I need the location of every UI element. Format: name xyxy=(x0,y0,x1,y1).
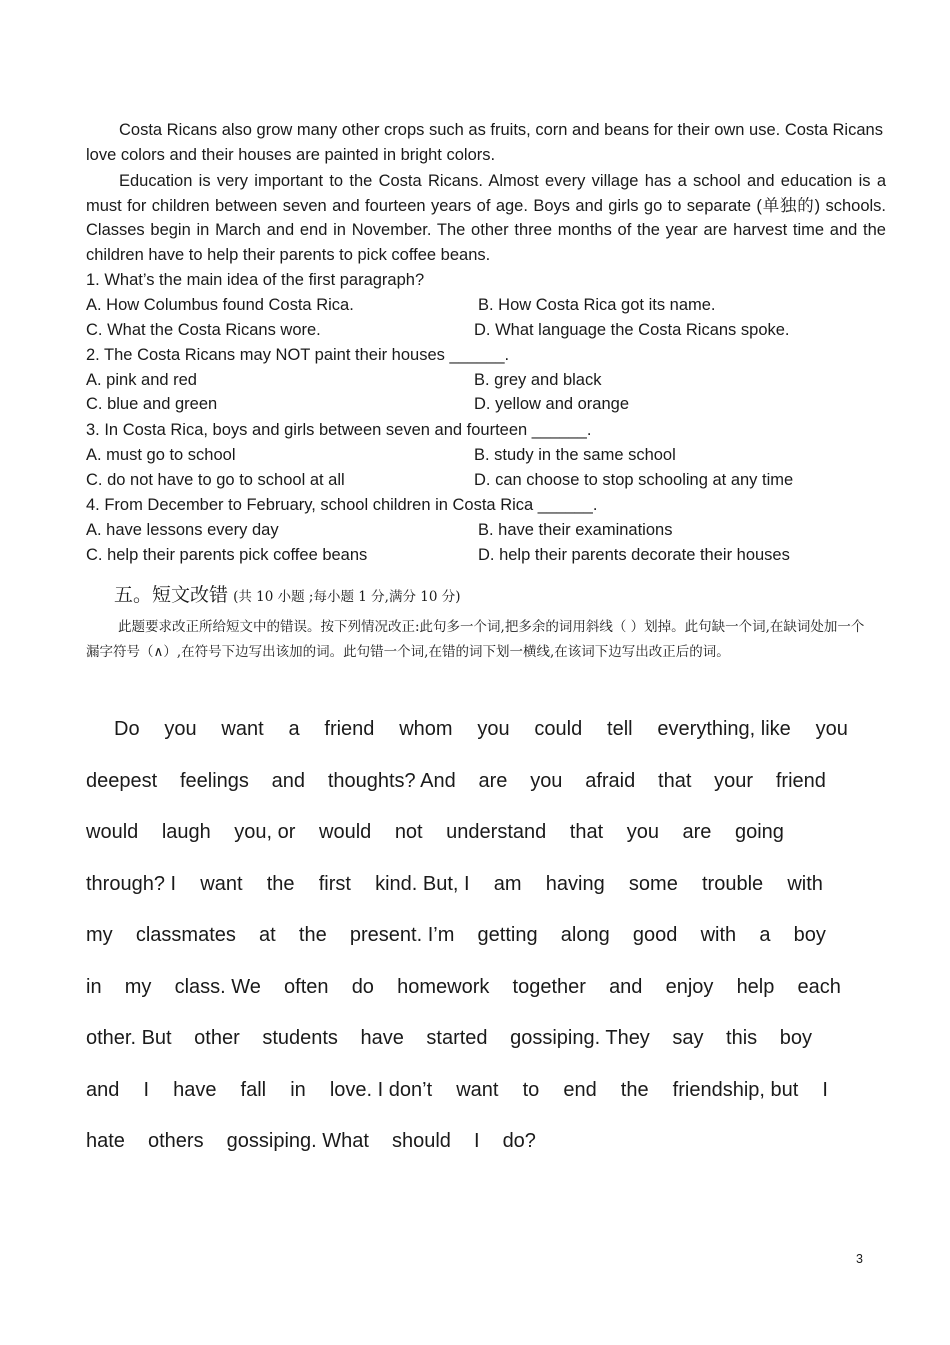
passage-word: at xyxy=(259,924,276,946)
passage-word: getting xyxy=(477,924,538,946)
passage-word: whom xyxy=(399,718,453,740)
passage-word: first xyxy=(318,873,351,895)
passage-word: kind. But, I xyxy=(375,873,470,895)
passage-word: love. I don’t xyxy=(329,1079,433,1101)
passage-word: enjoy xyxy=(665,976,714,998)
passage-word: together xyxy=(512,976,586,998)
passage-word: deepest xyxy=(86,770,158,792)
passage-word: this xyxy=(726,1027,758,1049)
passage-word: would xyxy=(319,821,372,843)
question-4-stem: 4. From December to February, school children in Costa Rica ______. xyxy=(86,496,598,514)
passage-word: good xyxy=(632,924,678,946)
passage-word: friendship, but xyxy=(672,1079,799,1101)
passage-word: and xyxy=(86,1079,120,1101)
passage-word: I xyxy=(473,1130,480,1152)
question-2-option-c: C. blue and green xyxy=(86,395,218,413)
passage-word: I xyxy=(143,1079,150,1101)
passage-word: friend xyxy=(775,770,826,792)
question-4-option-c: C. help their parents pick coffee beans xyxy=(86,546,368,564)
question-2-option-a: A. pink and red xyxy=(86,371,197,389)
passage-word: boy xyxy=(779,1027,812,1049)
passage-word: my xyxy=(124,976,152,998)
passage-word: say xyxy=(672,1027,704,1049)
question-2-stem: 2. The Costa Ricans may NOT paint their houses ______. xyxy=(86,346,510,364)
passage-word: that xyxy=(569,821,604,843)
passage-line-6 xyxy=(86,972,841,1002)
passage-word: help xyxy=(736,976,775,998)
passage-word: would xyxy=(86,821,139,843)
passage-word: boy xyxy=(793,924,826,946)
passage-word: along xyxy=(560,924,610,946)
passage-word: not xyxy=(394,821,423,843)
question-4-option-b: B. have their examinations xyxy=(478,521,673,539)
passage-word: your xyxy=(714,770,754,792)
passage-word: Do xyxy=(114,718,140,740)
question-1-option-d: D. What language the Costa Ricans spoke. xyxy=(474,321,790,339)
passage-word: friend xyxy=(324,718,375,740)
passage-word: often xyxy=(284,976,329,998)
passage-word: you xyxy=(477,718,510,740)
passage-word: end xyxy=(563,1079,597,1101)
question-3-option-c: C. do not have to go to school at all xyxy=(86,471,345,489)
passage-word: are xyxy=(682,821,712,843)
question-2-option-b: B. grey and black xyxy=(474,371,602,389)
passage-word: could xyxy=(534,718,583,740)
question-4-option-d: D. help their parents decorate their houses xyxy=(478,546,790,564)
passage-word: hate xyxy=(86,1130,125,1152)
passage-word: understand xyxy=(446,821,547,843)
passage-word: gossiping. They xyxy=(510,1027,650,1049)
passage-word: homework xyxy=(397,976,490,998)
passage-word: through? I xyxy=(86,873,177,895)
passage-word: want xyxy=(456,1079,499,1101)
passage-word: tell xyxy=(607,718,633,740)
passage-word: you xyxy=(530,770,563,792)
passage-word: other xyxy=(194,1027,240,1049)
question-1-option-a: A. How Columbus found Costa Rica. xyxy=(86,296,354,314)
passage-word: the xyxy=(298,924,327,946)
question-3-option-d: D. can choose to stop schooling at any time xyxy=(474,471,794,489)
passage-word: each xyxy=(797,976,841,998)
passage-word: thoughts? And xyxy=(327,770,456,792)
question-2-option-d: D. yellow and orange xyxy=(474,395,630,413)
section-heading xyxy=(114,580,460,607)
question-3-stem: 3. In Costa Rica, boys and girls between seven and fourteen ______. xyxy=(86,421,592,439)
passage-word: and xyxy=(609,976,643,998)
section-title: 五。短文改错 xyxy=(114,584,229,606)
passage-word: fall xyxy=(240,1079,267,1101)
passage-line-2 xyxy=(86,766,826,796)
section-instructions xyxy=(86,615,866,664)
passage-word: you xyxy=(815,718,848,740)
passage-word: you, or xyxy=(234,821,296,843)
passage-word: the xyxy=(620,1079,649,1101)
passage-word: do xyxy=(351,976,374,998)
passage-word: you xyxy=(626,821,659,843)
passage-word: students xyxy=(262,1027,338,1049)
passage-word: want xyxy=(221,718,264,740)
passage-word: should xyxy=(391,1130,451,1152)
question-3-option-b: B. study in the same school xyxy=(474,446,676,464)
passage-word: with xyxy=(787,873,823,895)
question-1-option-b: B. How Costa Rica got its name. xyxy=(478,296,716,314)
passage-word: everything, like xyxy=(657,718,791,740)
passage-word: and xyxy=(271,770,306,792)
passage-word: I xyxy=(822,1079,828,1101)
passage-word: some xyxy=(628,873,678,895)
paragraph-education: Education is very important to the Costa Ricans. Almost every village has a school and education is a must for children between seven and fourteen years of age. Boys and girls go to separate (单独的) schools. Classes begin in March and end in November. The other three months of the year are harvest time and the children have to help their parents to pick coffee beans. xyxy=(86,172,886,265)
passage-word: a xyxy=(288,718,300,740)
passage-word: started xyxy=(426,1027,488,1049)
passage-word: in xyxy=(86,976,102,998)
passage-word: are xyxy=(478,770,508,792)
passage-word: gossiping. What xyxy=(226,1130,369,1152)
question-4-option-a: A. have lessons every day xyxy=(86,521,279,539)
passage-word: a xyxy=(759,924,771,946)
passage-word: want xyxy=(200,873,243,895)
passage-word: trouble xyxy=(702,873,764,895)
passage-line-9 xyxy=(86,1126,536,1156)
section-instructions-text: 此题要求改正所给短文中的错误。按下列情况改正:此句多一个词,把多余的词用斜线（ ）划掉。此句缺一个词,在缺词处加一个漏字符号（∧）,在符号下边写出该加的词。此句错一个词,在错的词下划一横线,在该词下边写出改正后的词。 xyxy=(86,619,865,660)
passage-word: afraid xyxy=(585,770,636,792)
passage-line-4 xyxy=(86,869,823,899)
passage-word: you xyxy=(164,718,197,740)
passage-word: am xyxy=(493,873,522,895)
passage-word: have xyxy=(173,1079,217,1101)
question-3-option-a: A. must go to school xyxy=(86,446,236,464)
passage-word: present. I’m xyxy=(349,924,455,946)
question-1-option-c: C. What the Costa Ricans wore. xyxy=(86,321,321,339)
passage-word: with xyxy=(700,924,737,946)
passage-word: feelings xyxy=(179,770,249,792)
passage-word: have xyxy=(360,1027,404,1049)
question-1-stem: 1. What’s the main idea of the first paragraph? xyxy=(86,271,425,289)
paragraph-crops: Costa Ricans also grow many other crops such as fruits, corn and beans for their own use. Costa Ricans love colors and their houses are painted in bright colors. xyxy=(86,121,883,164)
passage-line-8 xyxy=(86,1075,828,1105)
passage-word: my xyxy=(86,924,113,946)
passage-word: the xyxy=(266,873,295,895)
passage-word: others xyxy=(147,1130,204,1152)
passage-line-3 xyxy=(86,817,784,847)
passage-line-7 xyxy=(86,1023,812,1053)
passage-word: having xyxy=(545,873,605,895)
passage-line-5 xyxy=(86,920,826,950)
section-score-note: (共 10 小题 ;每小题 1 分,满分 10 分) xyxy=(233,589,461,605)
passage-word: other. But xyxy=(86,1027,172,1049)
passage-word: laugh xyxy=(161,821,211,843)
page-number: 3 xyxy=(856,1252,863,1266)
passage-word: that xyxy=(658,770,692,792)
passage-word: in xyxy=(290,1079,306,1101)
passage-word: do? xyxy=(502,1130,536,1152)
passage-word: going xyxy=(734,821,784,843)
passage-line-1 xyxy=(86,714,848,744)
passage-word: to xyxy=(522,1079,540,1101)
passage-word: class. We xyxy=(174,976,261,998)
passage-word: classmates xyxy=(135,924,236,946)
